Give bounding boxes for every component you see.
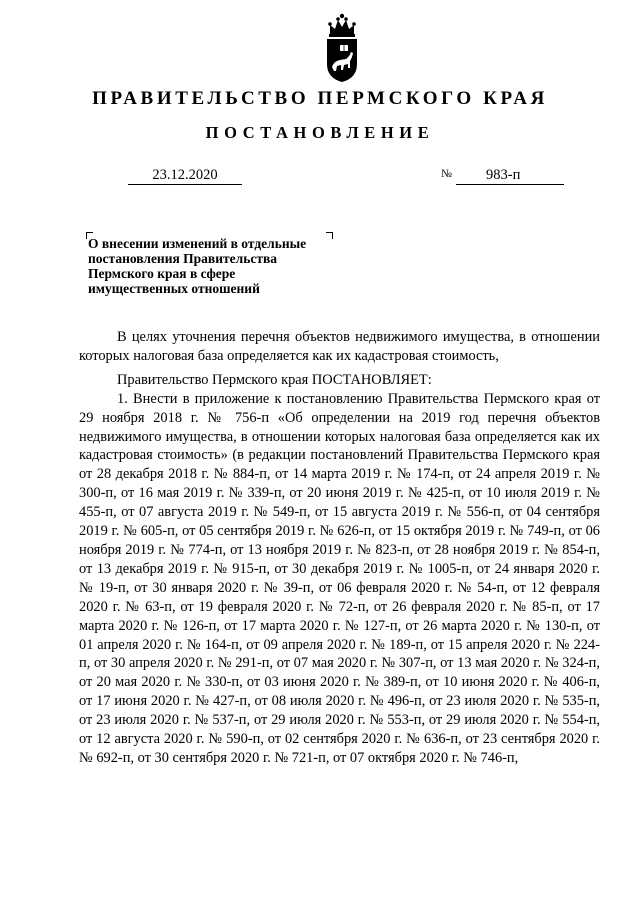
document-type: ПОСТАНОВЛЕНИЕ [205, 123, 435, 142]
document-date: 23.12.2020 [128, 166, 242, 185]
document-body [79, 328, 600, 768]
coat-of-arms-icon [322, 12, 362, 84]
document-number: 983-п [486, 167, 521, 183]
paragraph-item-1: 1. Внести в приложение к постановлению Правительства Пермского края от 29 ноября 2018 г. № 756-п «Об определении на 2019 год перечня объектов недвижимого имущества, в отношении которых налоговая база определяется как их кадастровая стоимость» (в редакции постановлений Правительства Пермского края от 28 декабря 2018 г. № 884-п, от 14 марта 2019 г. № 174-п, от 24 апреля 2019 г. № 300-п, от 16 мая 2019 г. № 339-п, от 20 июня 2019 г. № 425-п, от 10 июля 2019 г. № 455-п, от 07 августа 2019 г. № 549-п, от 15 августа 2019 г. № 556-п, от 04 сентября 2019 г. № 605-п, от 05 сентября 2019 г. № 626-п, от 15 октября 2019 г. № 749-п, от 06 ноября 2019 г. № 774-п, от 13 ноября 2019 г. № 823-п, от 28 ноября 2019 г. № 854-п, от 13 декабря 2019 г. № 915-п, от 30 декабря 2019 г. № 1005-п, от 24 января 2020 г. № 19-п, от 30 января 2020 г. № 39-п, от 06 февраля 2020 г. № 54-п, от 12 февраля 2020 г. № 63-п, от 19 февраля 2020 г. № 72-п, от 26 февраля 2020 г. № 85-п, от 17 марта 2020 г. № 126-п, от 17 марта 2020 г. № 127-п, от 26 марта 2020 г. № 130-п, от 01 апреля 2020 г. № 164-п, от 09 апреля 2020 г. № 189-п, от 15 апреля 2020 г. № 224-п, от 30 апреля 2020 г. № 291-п, от 07 мая 2020 г. № 307-п, от 13 мая 2020 г. № 324-п, от 20 мая 2020 г. № 330-п, от 03 июня 2020 г. № 389-п, от 10 июня 2020 г. № 406-п, от 17 июня 2020 г. № 427-п, от 08 июля 2020 г. № 496-п, от 23 июля 2020 г. № 535-п, от 23 июля 2020 г. № 537-п, от 29 июля 2020 г. № 553-п, от 29 июля 2020 г. № 554-п, от 12 августа 2020 г. № 590-п, от 02 сентября 2020 г. № 636-п, от 23 сентября 2020 г. № 692-п, от 30 сентября 2020 г. № 721-п, от 07 октября 2020 г. № 746-п, [79, 390, 600, 766]
paragraph-resolution: Правительство Пермского края ПОСТАНОВЛЯЕТ: [117, 371, 432, 388]
paragraph-preamble: В целях уточнения перечня объектов недвижимого имущества, в отношении которых налоговая база определяется как их кадастровая стоимость, [79, 329, 600, 364]
government-title: ПРАВИТЕЛЬСТВО ПЕРМСКОГО КРАЯ [92, 88, 548, 109]
document-number-field [456, 166, 564, 185]
document-subject: О внесении изменений в отдельные постановления Правительства Пермского края в сфере имущественных отношений [88, 236, 307, 296]
number-sign: № [441, 168, 452, 180]
